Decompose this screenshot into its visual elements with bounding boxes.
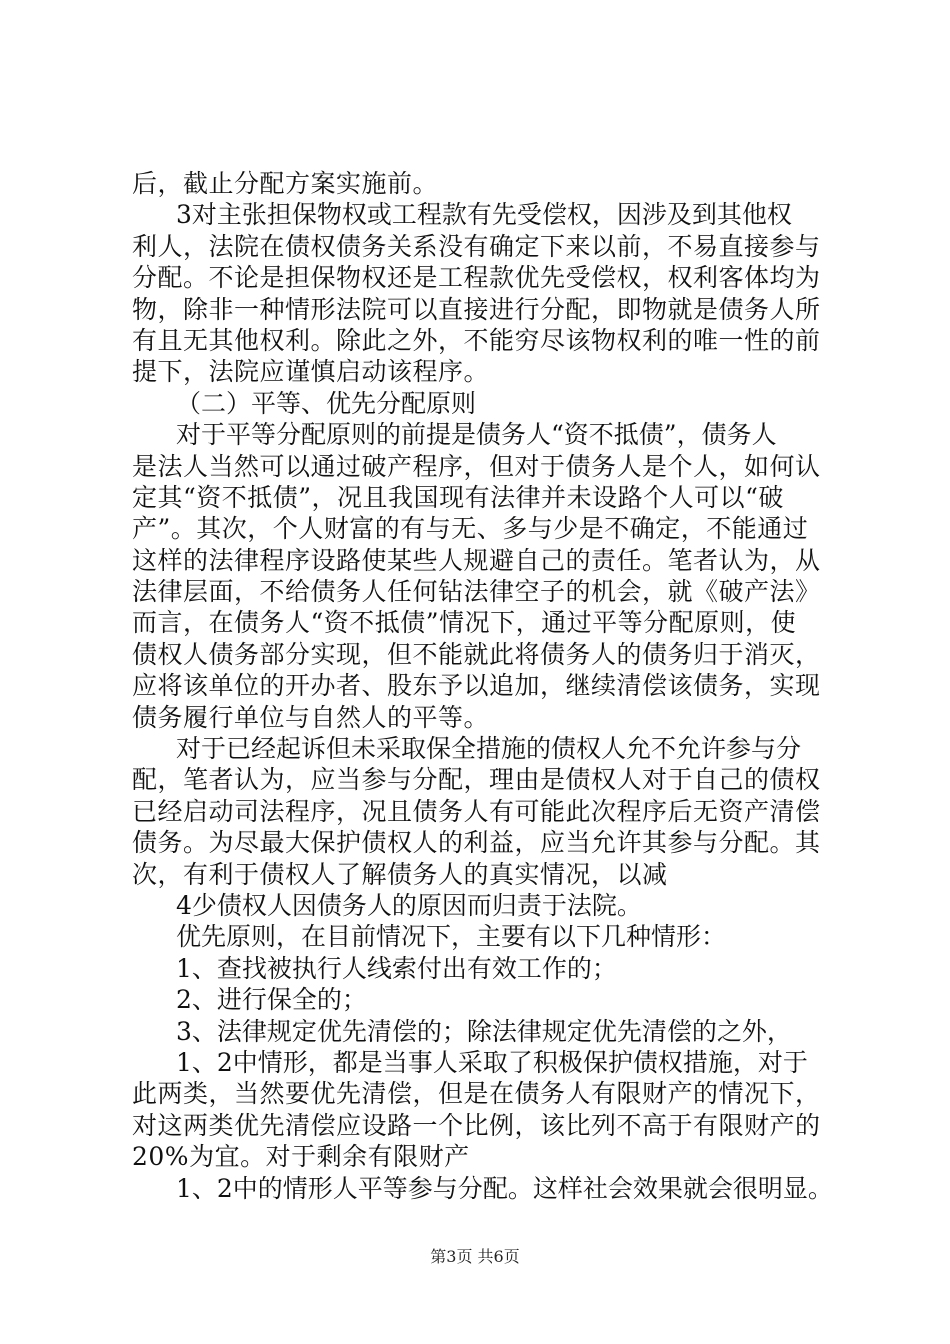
- text-line: 1、2中的情形人平等参与分配。这样社会效果就会很明显。: [176, 1173, 833, 1203]
- text-line: 优先原则，在目前情况下，主要有以下几种情形：: [176, 922, 727, 952]
- text-line: 分配。不论是担保物权还是工程款优先受偿权，权利客体均为: [132, 263, 821, 293]
- text-line: 1、查找被执行人线索付出有效工作的；: [176, 953, 617, 983]
- text-line: 债务履行单位与自然人的平等。: [132, 702, 490, 732]
- text-line: 定其“资不抵债”，况且我国现有法律并未设路个人可以“破: [132, 482, 784, 512]
- text-line: 配，笔者认为，应当参与分配，理由是债权人对于自己的债权: [132, 765, 821, 795]
- text-line: 对于已经起诉但未采取保全措施的债权人允不允许参与分: [176, 734, 802, 764]
- text-line: 债务。为尽最大保护债权人的利益，应当允许其参与分配。其: [132, 828, 821, 858]
- text-line: 利人，法院在债权债务关系没有确定下来以前，不易直接参与: [132, 231, 821, 261]
- text-line: 2、进行保全的；: [176, 985, 367, 1015]
- text-line: 债权人债务部分实现，但不能就此将债务人的债务归于消灭，: [132, 639, 821, 669]
- text-line: 产”。其次，个人财富的有与无、多与少是不确定，不能通过: [132, 514, 809, 544]
- text-line: 应将该单位的开办者、股东予以追加，继续清偿该债务，实现: [132, 671, 821, 701]
- text-line: （二）平等、优先分配原则: [176, 388, 477, 418]
- text-line: 物，除非一种情形法院可以直接进行分配，即物就是债务人所: [132, 294, 821, 324]
- text-line: 这样的法律程序设路使某些人规避自己的责任。笔者认为，从: [132, 545, 821, 575]
- text-line: 对于平等分配原则的前提是债务人“资不抵债”，债务人: [176, 420, 777, 450]
- text-line: 20%为宜。对于剩余有限财产: [132, 1142, 470, 1172]
- text-line: 而言，在债务人“资不抵债”情况下，通过平等分配原则，使: [132, 608, 797, 638]
- text-line: 3、法律规定优先清偿的；除法律规定优先清偿的之外，: [176, 1016, 792, 1046]
- text-line: 已经启动司法程序，况且债务人有可能此次程序后无资产清偿: [132, 796, 821, 826]
- document-body: [132, 168, 852, 1204]
- text-line: 4少债权人因债务人的原因而归责于法院。: [176, 890, 642, 920]
- text-line: 1、2中情形，都是当事人采取了积极保护债权措施，对于: [176, 1047, 808, 1077]
- text-line: 此两类，当然要优先清偿，但是在债务人有限财产的情况下，: [132, 1079, 821, 1109]
- text-line: 后，截止分配方案实施前。: [132, 169, 439, 198]
- text-line: 有且无其他权利。除此之外，不能穷尽该物权利的唯一性的前: [132, 325, 821, 355]
- text-line: 3对主张担保物权或工程款有先受偿权，因涉及到其他权: [176, 200, 792, 230]
- text-line: 提下，法院应谨慎启动该程序。: [132, 357, 490, 387]
- text-line: 次，有利于债权人了解债务人的真实情况，以减: [132, 859, 668, 889]
- text-line: 是法人当然可以通过破产程序，但对于债务人是个人，如何认: [132, 451, 821, 481]
- page-number-footer: 第3页 共6页: [430, 1247, 520, 1266]
- text-line: 法律层面，不给债务人任何钻法律空子的机会，就《破产法》: [132, 577, 821, 607]
- text-line: 对这两类优先清偿应设路一个比例，该比列不高于有限财产的: [132, 1110, 821, 1140]
